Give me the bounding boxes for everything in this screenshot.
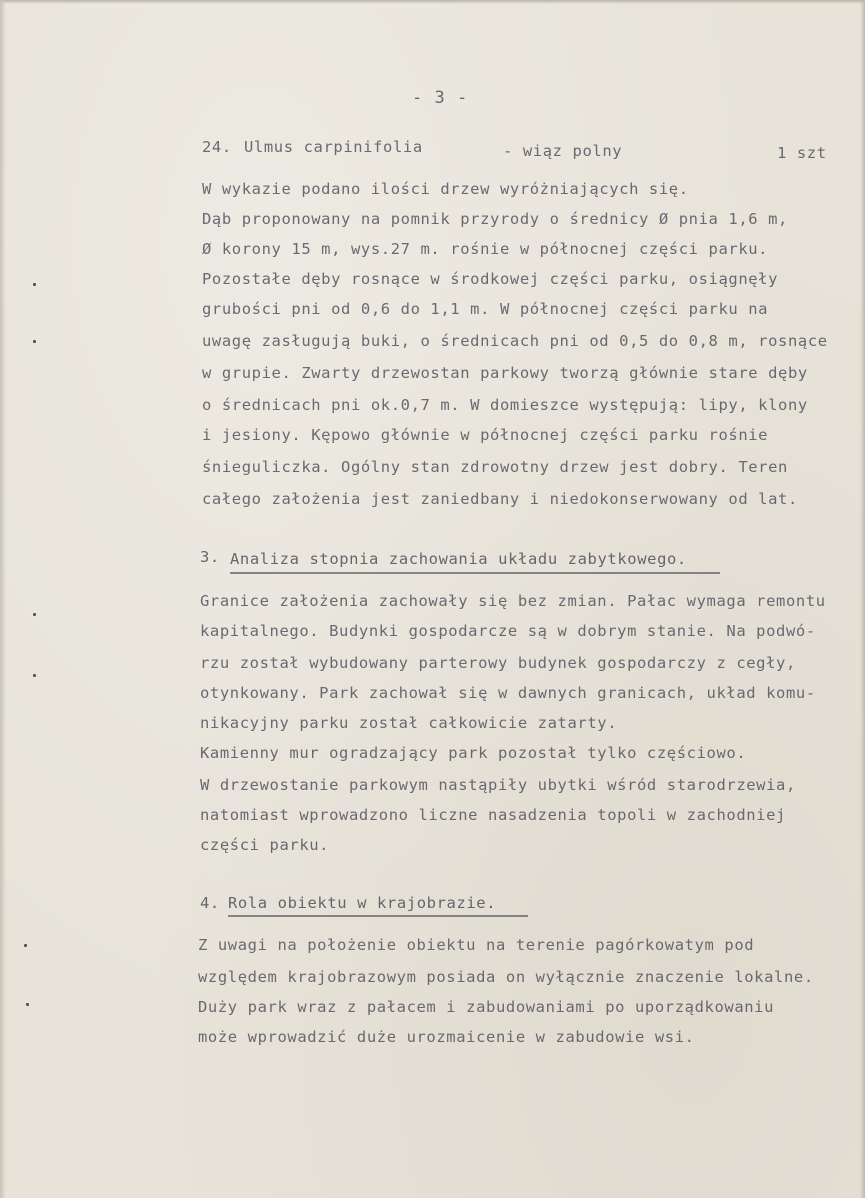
section-3-title: Analiza stopnia zachowania układu zabytkowego. bbox=[230, 550, 687, 568]
list-item-number: 24. bbox=[202, 138, 232, 156]
scan-speck bbox=[33, 613, 36, 616]
paragraph-line: względem krajobrazowym posiada on wyłącznie znaczenie lokalne. bbox=[198, 968, 814, 986]
paragraph-line: nikacyjny parku został całkowicie zatarty. bbox=[200, 714, 618, 732]
paragraph-line: grubości pni od 0,6 do 1,1 m. W północnej części parku na bbox=[202, 300, 769, 318]
paragraph-line: Z uwagi na położenie obiektu na terenie pagórkowatym pod bbox=[198, 936, 755, 954]
section-3-number: 3. bbox=[200, 548, 220, 566]
list-item-count: 1 szt bbox=[777, 144, 827, 162]
paragraph-line: śnieguliczka. Ogólny stan zdrowotny drzew jest dobry. Teren bbox=[202, 458, 788, 476]
paragraph-line: części parku. bbox=[200, 836, 330, 854]
paragraph-line: kapitalnego. Budynki gospodarcze są w dobrym stanie. Na podwó- bbox=[200, 622, 816, 640]
paragraph-line: Dąb proponowany na pomnik przyrody o średnicy Ø pnia 1,6 m, bbox=[202, 210, 788, 228]
scan-edge bbox=[0, 0, 6, 1198]
scan-edge bbox=[860, 0, 865, 1198]
list-item-polish-name: - wiąz polny bbox=[503, 142, 623, 160]
paragraph-line: całego założenia jest zaniedbany i niedokonserwowany od lat. bbox=[202, 490, 798, 508]
paragraph-line: i jesiony. Kępowo głównie w północnej części parku rośnie bbox=[202, 426, 769, 444]
page-number: - 3 - bbox=[412, 88, 469, 108]
scan-speck bbox=[33, 283, 36, 286]
scan-speck bbox=[26, 1003, 29, 1006]
paragraph-line: o średnicach pni ok.0,7 m. W domieszce występują: lipy, klony bbox=[202, 396, 808, 414]
list-item-latin-name: Ulmus carpinifolia bbox=[244, 138, 423, 156]
paragraph-line: otynkowany. Park zachował się w dawnych granicach, układ komu- bbox=[200, 684, 816, 702]
paragraph-line: W wykazie podano ilości drzew wyróżniających się. bbox=[202, 180, 689, 198]
paragraph-line: uwagę zasługują buki, o średnicach pni od 0,5 do 0,8 m, rosnące bbox=[202, 332, 828, 350]
section-4-title-underline bbox=[228, 915, 528, 917]
paragraph-line: Duży park wraz z pałacem i zabudowaniami po uporządkowaniu bbox=[198, 998, 775, 1016]
paragraph-line: Granice założenia zachowały się bez zmian. Pałac wymaga remontu bbox=[200, 592, 826, 610]
paragraph-line: może wprowadzić duże urozmaicenie w zabudowie wsi. bbox=[198, 1028, 695, 1046]
paragraph-line: rzu został wybudowany parterowy budynek gospodarczy z cegły, bbox=[200, 654, 796, 672]
paragraph-line: Kamienny mur ogradzający park pozostał tylko częściowo. bbox=[200, 744, 747, 762]
paragraph-line: w grupie. Zwarty drzewostan parkowy tworzą głównie stare dęby bbox=[202, 364, 808, 382]
paragraph-line: natomiast wprowadzono liczne nasadzenia topoli w zachodniej bbox=[200, 806, 786, 824]
scan-speck bbox=[33, 674, 36, 677]
scan-edge bbox=[0, 0, 865, 4]
section-4-title: Rola obiektu w krajobrazie. bbox=[228, 894, 497, 912]
section-3-title-underline bbox=[230, 572, 720, 574]
scan-speck bbox=[24, 944, 27, 947]
section-4-number: 4. bbox=[200, 894, 220, 912]
paragraph-line: Pozostałe dęby rosnące w środkowej części parku, osiągnęły bbox=[202, 270, 779, 288]
scan-speck bbox=[33, 340, 36, 343]
paragraph-line: Ø korony 15 m, wys.27 m. rośnie w północnej części parku. bbox=[202, 240, 769, 258]
paragraph-line: W drzewostanie parkowym nastąpiły ubytki wśród starodrzewia, bbox=[200, 776, 796, 794]
